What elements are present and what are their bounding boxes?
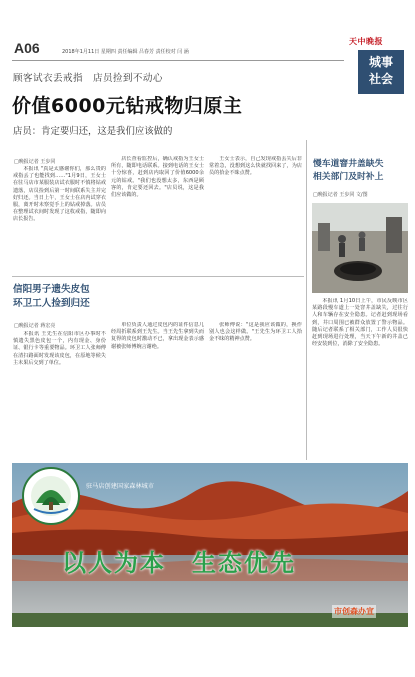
lead-column-1 xyxy=(13,166,106,271)
page-number: A06 xyxy=(14,40,40,56)
lead-column-2 xyxy=(111,156,204,271)
brand-logo: 天中晚报 xyxy=(349,36,383,46)
side-byline: □晚报记者 王步同 文/图 xyxy=(313,192,368,198)
second-paragraph-2: 单位负责人通过皮包内的证件信息几经周折联系到王先生。当王先生拿到失而复得的皮包时激动不已，拿出现金表示感谢被张师傅婉言谢绝。 xyxy=(111,322,204,350)
side-paragraph: 本报讯 1月10日上午，市民反映市区某路段慢车道上一处窨井盖缺失，过往行人和车辆存在安全隐患。记者赶到现场看到，井口周围已被群众放置了警示物品。随后记者联系了相关部门，工作人员很快赶到现场进行处理，当天下午新的井盖已经安装到位，消除了安全隐患。 xyxy=(312,298,408,348)
lead-paragraph-2: 店长查看监控后，确认戒指为王女士所有，随即电话联系。接到电话的王女士十分惊喜，赶到店内取回了价值6000余元的钻戒。"我们也没想太多，东西是顾客的，肯定要还回去。"店员说，这是我们应该做的。 xyxy=(111,156,204,199)
second-column-1 xyxy=(13,331,106,458)
second-column-2 xyxy=(111,322,204,458)
second-paragraph-3: 张师傅说："这是我应该做的，换作别人也会这样做。"王先生为环卫工人拾金不昧的精神点赞。 xyxy=(209,322,302,343)
second-paragraph-1: 本报讯 王先生在信阳市区办事时不慎遗失黑色皮包一个，内有现金、身份证、银行卡等重要物品。环卫工人张师傅在清扫路面时发现该皮包，在原地等候失主未果后交到了单位。 xyxy=(13,331,106,366)
section-line-2: 社会 xyxy=(368,72,393,86)
side-headline-line-1: 慢车道窨井盖缺失 xyxy=(313,159,384,169)
lead-kicker: 顾客试衣丢戒指 店员捡到不动心 xyxy=(13,73,163,84)
forest-city-logo xyxy=(22,467,80,525)
ad-signature: 市创森办宣 xyxy=(334,607,374,616)
second-column-3 xyxy=(209,322,302,458)
logo-caption: 驻马店创建国家森林城市 xyxy=(86,483,155,490)
second-byline: □晚报记者 蒋宏亮 xyxy=(14,323,56,329)
lead-paragraph-1: 本报讯 "真是太感谢你们，那么贵的戒指丢了也能找到……"1月9日，王女士在驻马店市某服装店试衣服时不慎将钻戒遗落，店员捡到后第一时间联系失主并完好归还。当日上午，王女士在店内试穿衣服，离开时未察觉手上的钻戒掉落。店员在整理试衣间时发现了这枚戒指，随即向店长报告。 xyxy=(13,166,106,223)
side-headline xyxy=(313,158,383,184)
ad-banner xyxy=(12,463,408,627)
tree-emblem-icon xyxy=(24,469,78,523)
section-label xyxy=(358,50,404,94)
second-headline xyxy=(13,283,90,310)
ad-slogan: 以人为本 生态优先 xyxy=(62,548,296,577)
lead-headline: 价值6000元钻戒物归原主 xyxy=(12,95,243,117)
second-headline-line-1: 信阳男子遗失皮包 xyxy=(13,284,90,295)
lead-column-3 xyxy=(209,156,302,271)
side-text xyxy=(312,298,408,458)
lead-paragraph-3: 王女士表示，自己发现戒指丢失后非常着急，没想到这么快就找回来了，为店员的拾金不昧点赞。 xyxy=(209,156,302,177)
vertical-rule xyxy=(306,140,307,460)
manhole-photo xyxy=(312,203,408,293)
second-rule xyxy=(12,276,304,277)
side-headline-line-2: 相关部门及时补上 xyxy=(313,172,384,182)
top-rule xyxy=(12,60,344,61)
brand-block xyxy=(345,36,413,96)
lead-subhead: 店员：肯定要归还，这是我们应该做的 xyxy=(13,126,173,137)
street-scene-image xyxy=(312,203,408,293)
second-headline-line-2: 环卫工人捡到归还 xyxy=(13,297,90,309)
lead-byline: □晚报记者 王步同 xyxy=(14,159,56,165)
date-line: 2018年1月11日 星期四 责任编辑 吕春芳 责任校对 闫 涵 xyxy=(62,49,189,55)
section-line-1: 城事 xyxy=(368,55,393,69)
